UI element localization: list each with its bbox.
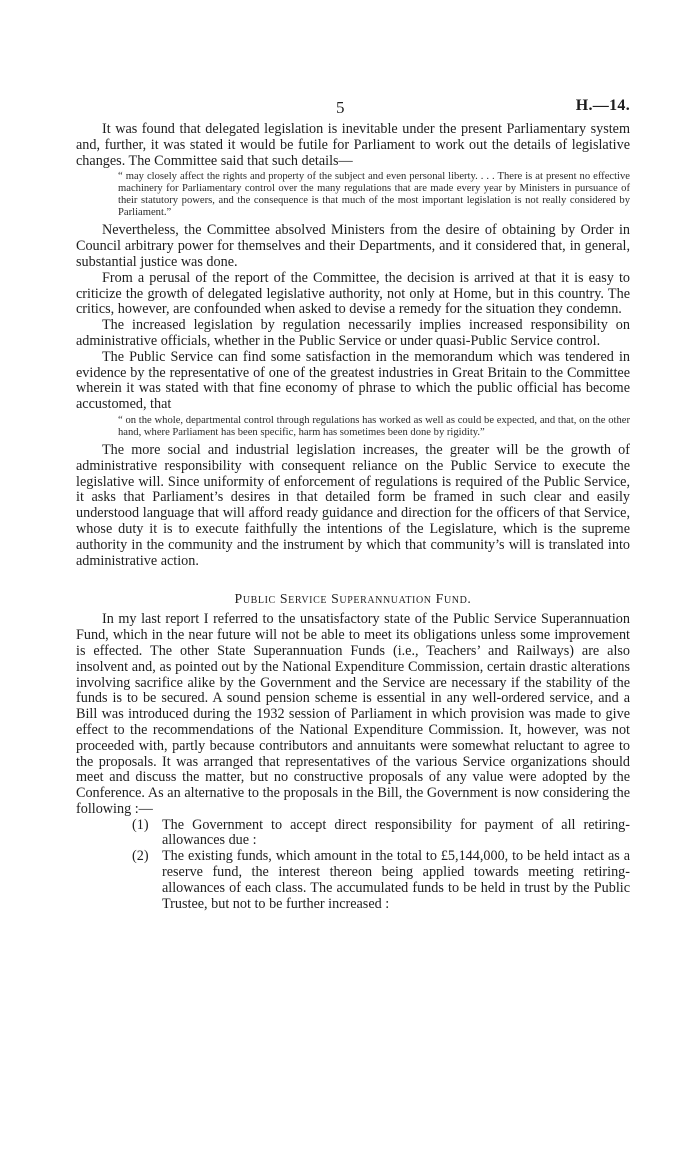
paragraph-administrative-responsibility: The more social and industrial legislation increases, the greater will be the growth of administrative responsibility with consequent reliance on the Public Service to execute the legislative will. Since uniformity of enforcement of regulations is required of the Public Service, it asks that Parliament’s desires in that detailed form be framed in such clear and easily understood language that will afford ready guidance and direction for the officers of that Service, whose duty it is to execute faithfully the intentions of the Legislature, which is the supreme authority in the community and the instrument by which that community’s will is translated into administrative action. [76,441,630,569]
list-item [132,848,630,912]
list-item-text: The existing funds, which amount in the total to £5,144,000, to be held intact as a reserve fund, the interest thereon being applied towards meeting retiring-allowances of each class. The accumulated funds to be held in trust by the Public Trustee, but not to be further increased : [162,848,630,912]
list-item-number: (2) [132,848,149,865]
document-page [76,92,630,912]
list-item-text: The Government to accept direct responsibility for payment of all retiring-allowances due : [162,816,630,849]
page-number: 5 [336,98,345,117]
report-code: H.—14. [575,97,630,114]
page-header [76,92,630,122]
quotation-committee: “ may closely affect the rights and property of the subject and even personal liberty. . . . There is at present no effective machinery for Parliamentary control over the many regulations that are made every year by Ministers in pursuance of their statutory powers, and the consequence is that much of the most important legislation is not really considered by Parliament.” [118,171,630,219]
quotation-departmental-control: “ on the whole, departmental control through regulations has worked as well as could be expected, and that, on the other hand, where Parliament has been specific, harm has sometimes been done by rigidity.” [118,414,630,438]
paragraph-increased-responsibility: The increased legislation by regulation necessarily implies increased responsibility on administrative officials, whether in the Public Service or under quasi-Public Service control. [76,317,630,349]
paragraph-delegated-legislation: It was found that delegated legislation is inevitable under the present Parliamentary system and, further, it was stated it would be futile for Parliament to work out the details of legislative changes. The Committee said that such details— [76,121,630,169]
list-item [132,816,630,850]
proposal-list [76,818,630,913]
paragraph-superannuation-fund: In my last report I referred to the unsatisfactory state of the Public Service Superannuation Fund, which in the near future will not be able to meet its obligations unless some improvement is effected. The other State Superannuation Funds (i.e., Teachers’ and Railways) are also insolvent and, as pointed out by the National Expenditure Commission, certain drastic alterations involving sacrifice alike by the Government and the Service are necessary if the stability of the funds is to be secured. A sound pension scheme is essential in any well-ordered service, and a Bill was introduced during the 1932 session of Parliament in which provision was made to give effect to the recommendations of the National Expenditure Commission. It, however, was not proceeded with, partly because contributors and annuitants were somewhat reluctant to agree to the proposals. It was arranged that representatives of the various Service organizations should meet and discuss the matter, but no constructive proposals of any value were adopted by the Conference. As an alternative to the proposals in the Bill, the Government is now considering the following :— [76,611,630,817]
paragraph-absolved-ministers: Nevertheless, the Committee absolved Ministers from the desire of obtaining by Order in Council arbitrary power for themselves and their Departments, and it considered that, in general, substantial justice was done. [76,222,630,270]
list-item-number: (1) [132,816,149,833]
section-heading: Public Service Superannuation Fund. [234,591,472,607]
paragraph-memorandum: The Public Service can find some satisfaction in the memorandum which was tendered in evidence by the representative of one of the greatest industries in Great Britain to the Committee wherein it was stated with that fine economy of phrase to which the public official has become accustomed, that [76,348,630,413]
paragraph-perusal-report: From a perusal of the report of the Committee, the decision is arrived at that it is easy to criticize the growth of delegated legislative authority, not only at Home, but in this country. The critics, however, are confounded when asked to devise a remedy for the situation they condemn. [76,269,630,318]
